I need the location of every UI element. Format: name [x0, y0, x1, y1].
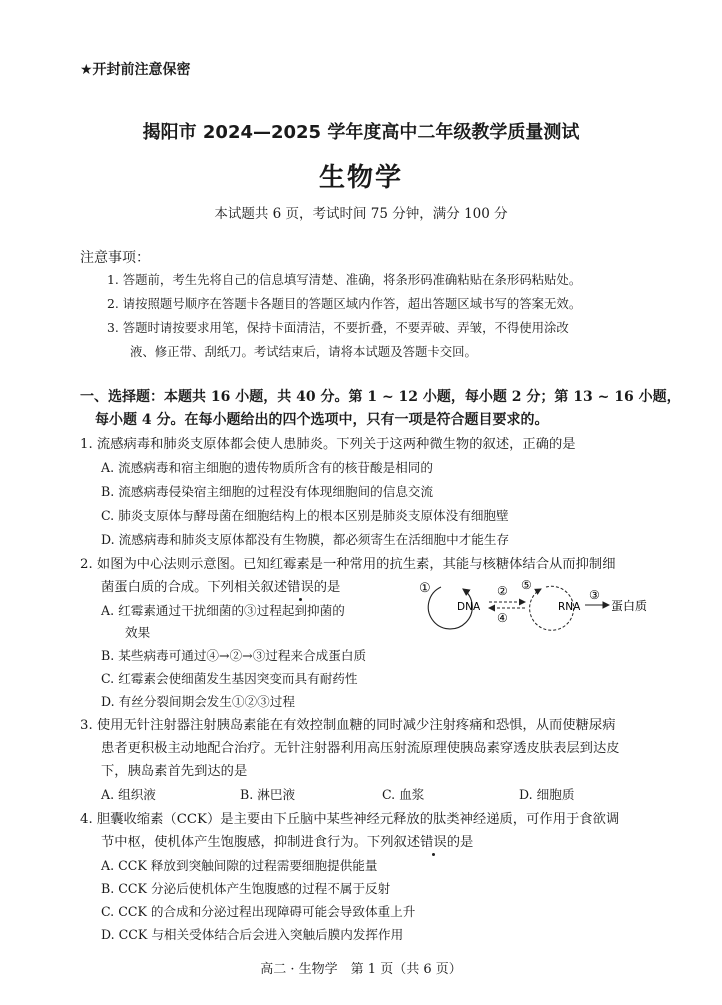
- q2-option-b: B. 某些病毒可通过④→②→③过程来合成蛋白质: [101, 648, 367, 663]
- q4-stem-line2: 节中枢，使机体产生饱腹感，抑制进食行为。下列叙述错误的是: [101, 835, 474, 850]
- section-heading-line1: 一、选择题：本题共 16 小题，共 40 分。第 1 ~ 12 小题，每小题 2 分；第 13 ~ 16 小题，: [80, 389, 681, 405]
- q3-option-c: C. 血浆: [382, 787, 425, 802]
- exam-info: 本试题共 6 页，考试时间 75 分钟，满分 100 分: [214, 206, 508, 222]
- q3-stem-line1: 3. 使用无针注射器注射胰岛素能在有效控制血糖的同时减少注射疼痛和恐惧，从而使糖尿病: [80, 718, 616, 733]
- q1-option-b: B. 流感病毒侵染宿主细胞的过程没有体现细胞间的信息交流: [101, 484, 434, 499]
- q4-stem-line1: 4. 胆囊收缩素（CCK）是主要由下丘脑中某些神经元释放的肽类神经递质，可作用于食欲调: [80, 812, 620, 827]
- label-n1: ①: [419, 581, 431, 596]
- q2-stem-line1: 2. 如图为中心法则示意图。已知红霉素是一种常用的抗生素，其能与核糖体结合从而抑制细: [80, 557, 616, 572]
- exam-title: 揭阳市 2024—2025 学年度高中二年级教学质量测试: [142, 122, 580, 143]
- subject-title: 生物学: [318, 163, 403, 193]
- confidential-label: ★开封前注意保密: [80, 62, 191, 78]
- emphasis-mark: 错误: [287, 580, 314, 595]
- q4-option-a: A. CCK 释放到突触间隙的过程需要细胞提供能量: [101, 858, 378, 873]
- label-n2: ②: [497, 584, 508, 598]
- label-n4: ④: [497, 611, 508, 625]
- q4-option-c: C. CCK 的合成和分泌过程出现障碍可能会导致体重上升: [101, 904, 416, 919]
- label-rna: RNA: [558, 601, 581, 613]
- label-n5: ⑤: [521, 578, 532, 592]
- q2-stem-line2: 菌蛋白质的合成。下列相关叙述错误的是: [101, 580, 341, 595]
- q2-option-d: D. 有丝分裂间期会发生①②③过程: [101, 694, 295, 709]
- q3-option-a: A. 组织液: [101, 787, 156, 802]
- q1-option-d: D. 流感病毒和肺炎支原体都没有生物膜，都必须寄生在活细胞中才能生存: [101, 532, 510, 547]
- q3-stem-line2: 患者更积极主动地配合治疗。无针注射器利用高压射流原理使胰岛素穿透皮肤表层到达皮: [101, 741, 620, 756]
- label-protein: 蛋白质: [611, 599, 648, 613]
- q2-option-c: C. 红霉素会使细菌发生基因突变而具有耐药性: [101, 671, 358, 686]
- q3-option-b: B. 淋巴液: [240, 787, 296, 802]
- q1-option-c: C. 肺炎支原体与酵母菌在细胞结构上的根本区别是肺炎支原体没有细胞壁: [101, 508, 509, 523]
- q2-option-a: A. 红霉素通过干扰细菌的③过程起到抑菌的: [101, 603, 345, 618]
- page-footer: 高二 · 生物学 第 1 页（共 6 页）: [260, 962, 462, 977]
- q4-option-d: D. CCK 与相关受体结合后会进入突触后膜内发挥作用: [101, 927, 404, 942]
- q3-stem-line3: 下，胰岛素首先到达的是: [101, 764, 248, 779]
- q1-stem: 1. 流感病毒和肺炎支原体都会使人患肺炎。下列关于这两种微生物的叙述，正确的是: [80, 437, 576, 452]
- q3-option-d: D. 细胞质: [519, 787, 575, 802]
- label-dna: DNA: [457, 601, 481, 613]
- q2-option-a-cont: 效果: [125, 625, 151, 640]
- notice-item-3-cont: 液、修正带、刮纸刀。考试结束后，请将本试题及答题卡交回。: [130, 344, 477, 359]
- notice-item-1: 1. 答题前，考生先将自己的信息填写清楚、准确，将条形码准确粘贴在条形码粘贴处。: [107, 272, 582, 287]
- section-heading-line2: 每小题 4 分。在每小题给出的四个选项中，只有一项是符合题目要求的。: [95, 412, 549, 428]
- q1-option-a: A. 流感病毒和宿主细胞的遗传物质所含有的核苷酸是相同的: [101, 460, 433, 475]
- notice-item-2: 2. 请按照题号顺序在答题卡各题目的答题区域内作答，超出答题区域书写的答案无效。: [107, 296, 582, 311]
- notice-item-3: 3. 答题时请按要求用笔，保持卡面清洁，不要折叠，不要弄破、弄皱，不得使用涂改: [107, 320, 569, 335]
- label-n3: ③: [589, 588, 600, 602]
- central-dogma-diagram: [413, 577, 683, 635]
- q4-option-b: B. CCK 分泌后使机体产生饱腹感的过程不属于反射: [101, 881, 391, 896]
- emphasis-mark: 错误: [420, 835, 447, 850]
- notice-heading: 注意事项：: [80, 250, 150, 266]
